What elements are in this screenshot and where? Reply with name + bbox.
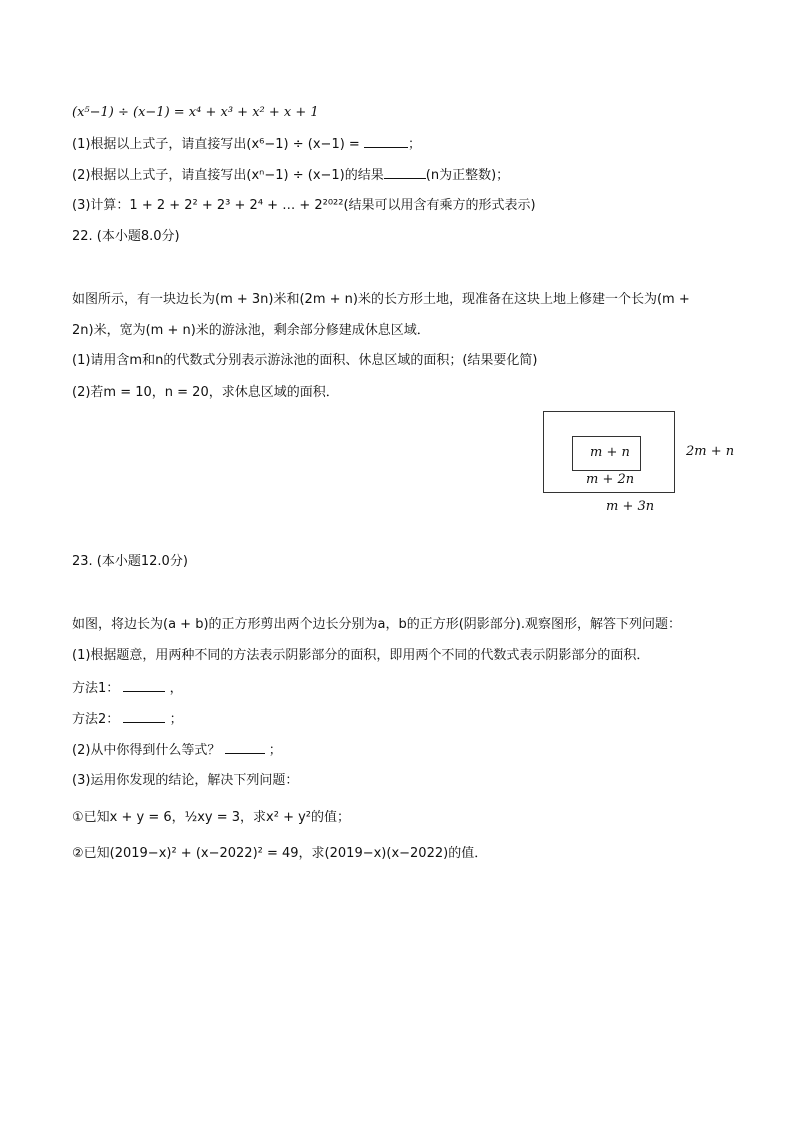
q21-part2-tail: (n为正整数)； (425, 168, 510, 183)
q21-part3: (3)计算：1 + 2 + 2² + 2³ + 2⁴ + … + 2²⁰²²(结果可以用含有乘方的形式表示) (72, 198, 536, 213)
q22-part1: (1)请用含m和n的代数式分别表示游泳池的面积、休息区域的面积；(结果要化简) (72, 353, 538, 368)
q23-part2-tail: ； (268, 743, 282, 758)
q21-part1-text: (1)根据以上式子，请直接写出(x⁶−1) ÷ (x−1) = (72, 137, 360, 152)
q21-part2-text: (2)根据以上式子，请直接写出(xⁿ−1) ÷ (x−1)的结果 (72, 168, 384, 183)
q21-formula: (x⁵−1) ÷ (x−1) = x⁴ + x³ + x² + x + 1 (72, 105, 319, 120)
land-height-label: 2m + n (686, 444, 735, 459)
q21-part1-tail: ； (407, 137, 421, 152)
land-width-label: m + 3n (606, 499, 655, 514)
q23-part2 (72, 741, 282, 760)
method2-label: 方法2： (72, 712, 120, 727)
pool-width-label: m + n (590, 445, 630, 460)
q23-part3: (3)运用你发现的结论，解决下列问题： (72, 773, 299, 788)
q22-header: 22. (本小题8.0分) (72, 229, 180, 244)
q21-part2 (72, 166, 509, 185)
q22-intro-line2: 2n)米，宽为(m + n)米的游泳池，剩余部分修建成休息区域． (72, 323, 430, 338)
answer-blank[interactable] (123, 710, 165, 723)
answer-blank[interactable] (123, 679, 165, 692)
q23-part2-text: (2)从中你得到什么等式？ (72, 743, 221, 758)
q23-subquestion1: ①已知x + y = 6，½xy = 3，求x² + y²的值； (72, 810, 351, 825)
q21-part1 (72, 135, 421, 154)
method2-tail: ； (169, 712, 183, 727)
q23-header: 23. (本小题12.0分) (72, 554, 188, 569)
q23-subquestion2: ②已知(2019−x)² + (x−2022)² = 49，求(2019−x)(x−2022)的值． (72, 846, 488, 861)
q22-part2: (2)若m = 10，n = 20，求休息区域的面积． (72, 385, 339, 400)
q23-method1 (72, 679, 183, 698)
method1-label: 方法1： (72, 681, 120, 696)
q23-intro: 如图，将边长为(a + b)的正方形剪出两个边长分别为a，b的正方形(阴影部分).观察图形，解答下列问题： (72, 617, 682, 632)
q22-intro-line1: 如图所示，有一块边长为(m + 3n)米和(2m + n)米的长方形土地，现准备在这块上地上修建一个长为(m + (72, 292, 690, 307)
method1-tail: ， (169, 681, 183, 696)
answer-blank[interactable] (364, 135, 408, 148)
q23-method2 (72, 710, 183, 729)
answer-blank[interactable] (225, 741, 265, 754)
q23-part1: (1)根据题意，用两种不同的方法表示阴影部分的面积，即用两个不同的代数式表示阴影部分的面积． (72, 648, 650, 663)
pool-length-label: m + 2n (586, 472, 635, 487)
answer-blank[interactable] (384, 166, 426, 179)
